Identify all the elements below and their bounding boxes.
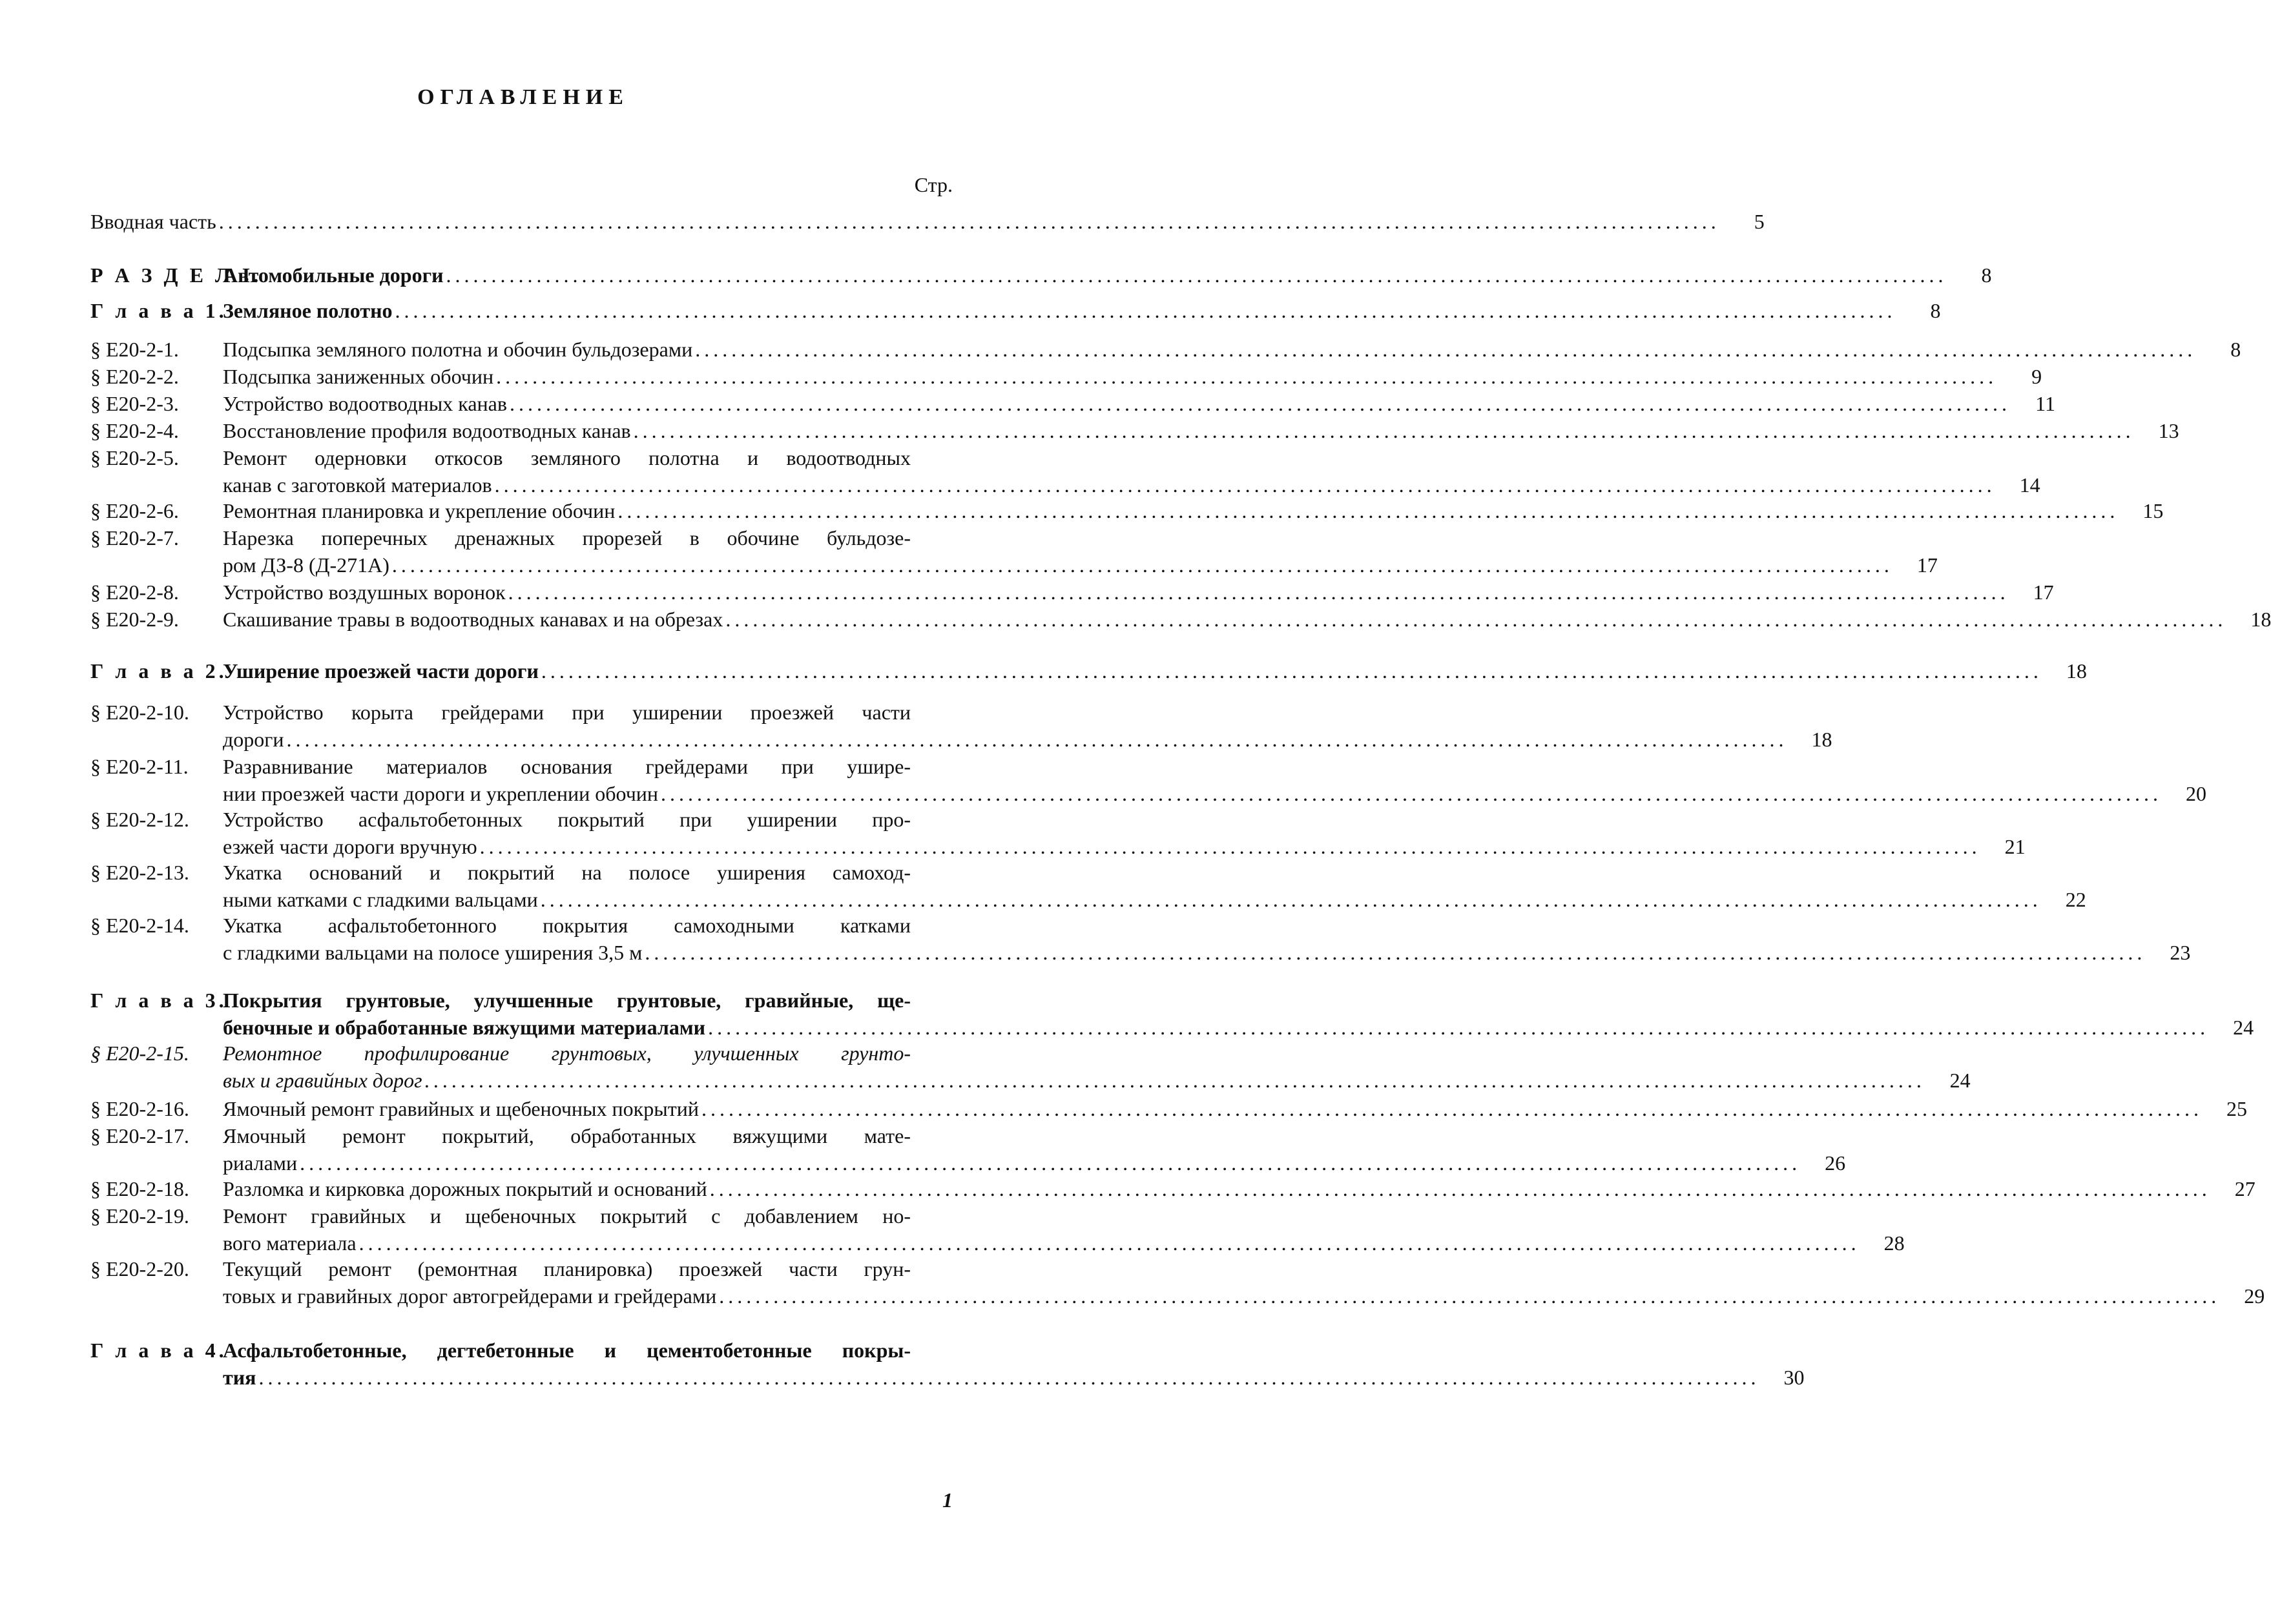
toc-entry-title-line: Укатка асфальтобетонного покрытия самоходными катками <box>223 914 911 937</box>
toc-entry-text <box>223 1255 2265 1310</box>
toc-entry-page-number: 20 <box>2186 782 2207 805</box>
toc-entry-label: § Е20-2-2. <box>90 365 179 388</box>
toc-entry-page-number: 9 <box>2031 365 2042 388</box>
toc-entry-text <box>223 444 2040 499</box>
dot-leader: ...................................................................................................................................................................... <box>719 1284 2221 1308</box>
toc-entry-title-line: Вводная часть <box>90 210 216 233</box>
toc-entry-text <box>223 1040 1971 1094</box>
toc-entry-label: § Е20-2-18. <box>90 1177 189 1200</box>
toc-entry-label: § Е20-2-15. <box>90 1042 189 1065</box>
dot-leader: ...................................................................................................................................................................... <box>286 728 1788 751</box>
toc-entry-label: § Е20-2-8. <box>90 581 179 604</box>
dot-leader: ...................................................................................................................................................................... <box>358 1231 1860 1255</box>
toc-entry-label: § Е20-2-19. <box>90 1204 189 1228</box>
toc-entry-text <box>90 208 1765 235</box>
toc-entry-title-line: товых и гравийных дорог автогрейдерами и грейдерами <box>223 1284 717 1308</box>
toc-entry-page-number: 13 <box>2158 419 2179 442</box>
toc-entry-title-line: Устройство асфальтобетонных покрытий при уширении про- <box>223 808 911 831</box>
toc-entry-page-number: 25 <box>2226 1097 2247 1120</box>
dot-leader: ...................................................................................................................................................................... <box>446 263 1947 287</box>
page-column-header: Стр. <box>914 173 953 196</box>
dot-leader: ...................................................................................................................................................................... <box>617 499 2119 522</box>
toc-entry-title-line: риалами <box>223 1151 298 1175</box>
toc-entry-page-number: 24 <box>2233 1016 2254 1039</box>
page-title: ОГЛАВЛЕНИЕ <box>417 85 629 109</box>
toc-entry-title-line: беночные и обработанные вяжущими материалами <box>223 1016 706 1039</box>
toc-entry-label: § Е20-2-20. <box>90 1257 189 1280</box>
toc-entry-text <box>223 987 2254 1041</box>
toc-entry-title-line: Ямочный ремонт покрытий, обработанных вяжущими мате- <box>223 1124 911 1147</box>
dot-leader: ...................................................................................................................................................................... <box>633 419 2135 442</box>
footer-page-number: 1 <box>942 1488 953 1512</box>
toc-entry-title-line: с гладкими вальцами на полосе уширения 3,5 м <box>223 941 643 964</box>
toc-entry-label: § Е20-2-16. <box>90 1097 189 1120</box>
toc-entry-label: Р А З Д Е Л I. <box>90 263 262 287</box>
toc-entry-title-line: Ремонт одерновки откосов земляного полотна и водоотводных <box>223 446 911 469</box>
dot-leader: ...................................................................................................................................................................... <box>725 608 2227 631</box>
toc-entry-text <box>223 912 2191 966</box>
dot-leader: ...................................................................................................................................................................... <box>541 659 2042 683</box>
dot-leader: ...................................................................................................................................................................... <box>540 888 2042 911</box>
toc-entry-page-number: 24 <box>1949 1069 1971 1092</box>
toc-entry-page-number: 30 <box>1783 1366 1805 1389</box>
dot-leader: ...................................................................................................................................................................... <box>645 941 2146 964</box>
toc-entry-text <box>223 859 2086 913</box>
toc-entry-text <box>223 579 2054 606</box>
toc-entry-label: § Е20-2-3. <box>90 392 179 415</box>
toc-entry-label: Г л а в а 2. <box>90 659 227 683</box>
toc-entry-page-number: 14 <box>2019 473 2040 497</box>
toc-entry-text <box>223 1095 2247 1122</box>
toc-entry-title-line: ными катками с гладкими вальцами <box>223 888 538 911</box>
toc-entry-page-number: 18 <box>2250 608 2271 631</box>
toc-entry-label: § Е20-2-17. <box>90 1124 189 1147</box>
dot-leader: ...................................................................................................................................................................... <box>709 1177 2211 1200</box>
dot-leader: ...................................................................................................................................................................... <box>395 299 1896 322</box>
toc-entry-title-line: тия <box>223 1366 256 1389</box>
toc-entry-page-number: 22 <box>2065 888 2086 911</box>
toc-entry-title-line: Нарезка поперечных дренажных прорезей в обочине бульдозе- <box>223 526 911 550</box>
toc-entry-text <box>223 336 2241 363</box>
toc-entry-text <box>223 1122 1846 1177</box>
toc-entry-page-number: 29 <box>2244 1284 2265 1308</box>
toc-entry-page-number: 18 <box>2066 659 2087 683</box>
toc-entry-text <box>223 524 1938 579</box>
toc-entry-text <box>223 1337 1805 1391</box>
toc-entry-text <box>223 753 2207 807</box>
toc-entry-title-line: канав с заготовкой материалов <box>223 473 492 497</box>
toc-entry-text <box>223 390 2055 417</box>
toc-entry-page-number: 26 <box>1825 1151 1846 1175</box>
toc-entry-title-line: Подсыпка заниженных обочин <box>223 365 494 388</box>
toc-entry-page-number: 8 <box>1930 299 1941 322</box>
toc-entry-page-number: 5 <box>1754 210 1765 233</box>
dot-leader: ...................................................................................................................................................................... <box>218 210 1720 233</box>
toc-entry-label: § Е20-2-7. <box>90 526 179 550</box>
toc-entry-label: § Е20-2-5. <box>90 446 179 469</box>
toc-entry-label: Г л а в а 3. <box>90 989 227 1012</box>
dot-leader: ...................................................................................................................................................................... <box>391 553 1893 577</box>
toc-entry-title-line: Скашивание травы в водоотводных канавах и на обрезах <box>223 608 723 631</box>
toc-entry-title-line: Покрытия грунтовые, улучшенные грунтовые, гравийные, ще- <box>223 989 911 1012</box>
toc-entry-title-line: дороги <box>223 728 284 751</box>
toc-entry-text <box>223 606 2271 633</box>
dot-leader: ...................................................................................................................................................................... <box>496 365 1998 388</box>
toc-entry-text <box>223 262 1992 289</box>
toc-entry-page-number: 28 <box>1883 1231 1905 1255</box>
toc-entry-text <box>223 417 2179 444</box>
toc-entry-title-line: Ремонтное профилирование грунтовых, улучшенных грунто- <box>223 1042 911 1065</box>
toc-entry-text <box>223 1202 1905 1257</box>
toc-entry-title-line: Ямочный ремонт гравийных и щебеночных покрытий <box>223 1097 699 1120</box>
toc-entry-text <box>223 363 2042 390</box>
toc-entry-label: § Е20-2-13. <box>90 861 189 884</box>
toc-entry-title-line: Устройство водоотводных канав <box>223 392 507 415</box>
toc-entry-title-line: Асфальтобетонные, дегтебетонные и цементобетонные покры- <box>223 1339 911 1362</box>
toc-entry-label: § Е20-2-12. <box>90 808 189 831</box>
toc-entry-title-line: Устройство воздушных воронок <box>223 581 506 604</box>
dot-leader: ...................................................................................................................................................................... <box>509 392 2011 415</box>
toc-entry-title-line: Ремонт гравийных и щебеночных покрытий с добавлением но- <box>223 1204 911 1228</box>
toc-entry-page-number: 8 <box>2230 338 2241 361</box>
dot-leader: ...................................................................................................................................................................... <box>479 835 1981 858</box>
toc-entry-text <box>223 657 2087 684</box>
toc-entry-text <box>223 699 1832 753</box>
toc-entry-page-number: 27 <box>2234 1177 2255 1200</box>
toc-entry-label: § Е20-2-14. <box>90 914 189 937</box>
toc-entry-label: § Е20-2-6. <box>90 499 179 522</box>
toc-entry-title-line: Ремонтная планировка и укрепление обочин <box>223 499 616 522</box>
toc-entry-page-number: 17 <box>1916 553 1938 577</box>
toc-entry-label: § Е20-2-9. <box>90 608 179 631</box>
toc-entry-text <box>223 1175 2255 1202</box>
toc-entry-title-line: ром ДЗ-8 (Д-271А) <box>223 553 389 577</box>
dot-leader: ...................................................................................................................................................................... <box>300 1151 1801 1175</box>
toc-entry-title-line: вых и гравийных дорог <box>223 1069 422 1092</box>
toc-entry-label: § Е20-2-10. <box>90 701 189 724</box>
toc-entry-page-number: 18 <box>1811 728 1832 751</box>
dot-leader: ...................................................................................................................................................................... <box>695 338 2197 361</box>
dot-leader: ...................................................................................................................................................................... <box>701 1097 2203 1120</box>
toc-entry-label: § Е20-2-1. <box>90 338 179 361</box>
toc-entry-title-line: Автомобильные дороги <box>223 263 444 287</box>
toc-entry-title-line: Текущий ремонт (ремонтная планировка) проезжей части грун- <box>223 1257 911 1280</box>
toc-entry-title-line: Разломка и кирковка дорожных покрытий и оснований <box>223 1177 707 1200</box>
toc-entry-title-line: нии проезжей части дороги и укреплении обочин <box>223 782 659 805</box>
dot-leader: ...................................................................................................................................................................... <box>494 473 1996 497</box>
toc-entry-title-line: езжей части дороги вручную <box>223 835 477 858</box>
toc-entry-page-number: 8 <box>1981 263 1992 287</box>
dot-leader: ...................................................................................................................................................................... <box>424 1069 1926 1092</box>
toc-entry-text <box>223 497 2164 524</box>
toc-entry-page-number: 11 <box>2035 392 2055 415</box>
toc-entry-page-number: 15 <box>2142 499 2164 522</box>
toc-entry-title-line: Разравнивание материалов основания грейдерами при ушире- <box>223 755 911 778</box>
toc-entry-text <box>223 297 1941 324</box>
dot-leader: ...................................................................................................................................................................... <box>508 581 2009 604</box>
toc-entry-label: Г л а в а 1. <box>90 299 227 322</box>
toc-entry-title-line: Восстановление профиля водоотводных канав <box>223 419 631 442</box>
toc-entry-title-line: Земляное полотно <box>223 299 393 322</box>
toc-entry-page-number: 21 <box>2004 835 2026 858</box>
toc-entry-title-line: вого материала <box>223 1231 357 1255</box>
toc-entry-page-number: 17 <box>2033 581 2054 604</box>
toc-entry-title-line: Устройство корыта грейдерами при уширении проезжей части <box>223 701 911 724</box>
toc-entry-label: § Е20-2-4. <box>90 419 179 442</box>
toc-entry-label: Г л а в а 4. <box>90 1339 227 1362</box>
toc-entry-page-number: 23 <box>2170 941 2191 964</box>
toc-entry-label: § Е20-2-11. <box>90 755 189 778</box>
dot-leader: ...................................................................................................................................................................... <box>708 1016 2210 1039</box>
toc-entry-title-line: Уширение проезжей части дороги <box>223 659 539 683</box>
dot-leader: ...................................................................................................................................................................... <box>258 1366 1760 1389</box>
toc-entry-title-line: Укатка оснований и покрытий на полосе уширения самоход- <box>223 861 911 884</box>
toc-entry-title-line: Подсыпка земляного полотна и обочин бульдозерами <box>223 338 693 361</box>
toc-entry-text <box>223 806 2026 860</box>
dot-leader: ...................................................................................................................................................................... <box>661 782 2162 805</box>
